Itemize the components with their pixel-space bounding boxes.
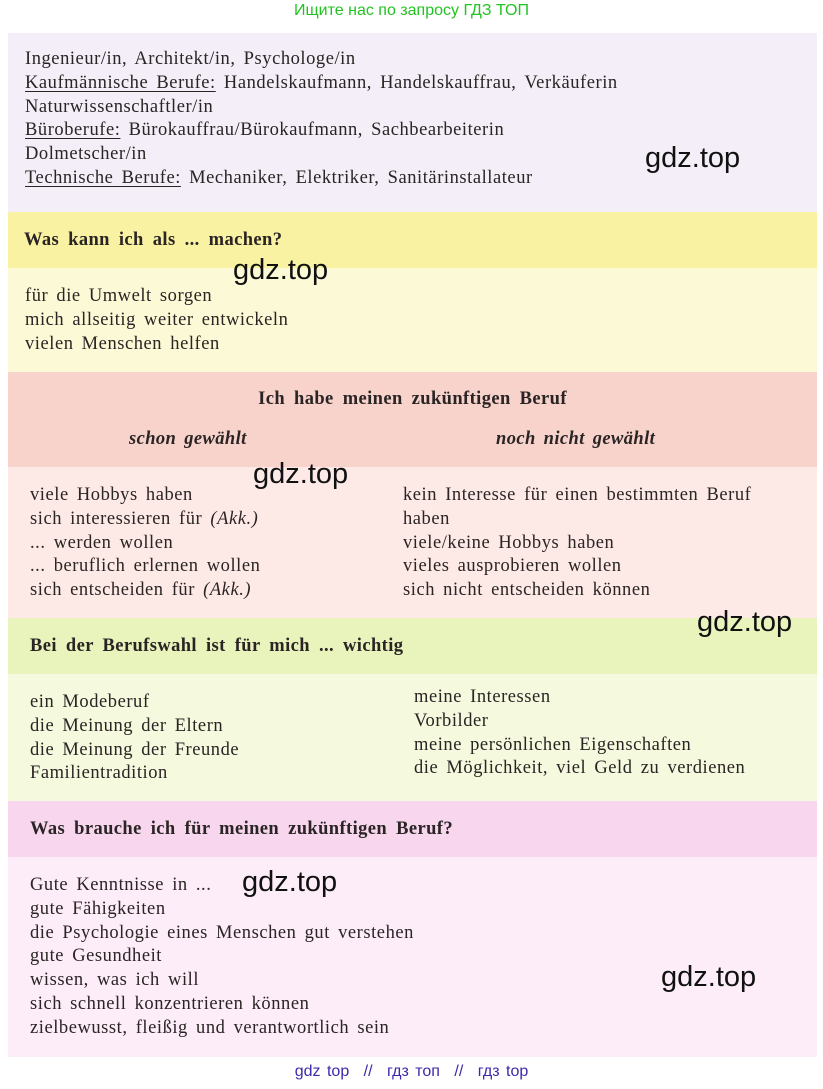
list-item: gute Fähigkeiten <box>30 898 166 919</box>
watermark: gdz.top <box>661 961 757 993</box>
separator: // <box>363 1063 373 1080</box>
profession-line: Büroberufe: Bürokauffrau/Bürokaufmann, Sachbearbeiterin <box>25 120 505 141</box>
case-note: (Akk.) <box>203 580 252 601</box>
list-item: vielen Menschen helfen <box>25 333 220 354</box>
list-item: sich schnell konzentrieren können <box>30 993 310 1014</box>
not-chosen-heading: noch nicht gewählt <box>496 429 656 449</box>
list-item: Familientradition <box>30 763 168 784</box>
not-chosen-list <box>403 484 751 603</box>
watermark: gdz.top <box>645 142 741 174</box>
bottom-link-gdz-top-ru[interactable]: гдз топ <box>387 1063 440 1080</box>
chosen-list <box>30 484 260 603</box>
list-item: meine persönlichen Eigenschaften <box>414 734 692 755</box>
list-item: die Psychologie eines Menschen gut verstehen <box>30 922 414 943</box>
chosen-heading: schon gewählt <box>129 429 247 449</box>
list-item: für die Umwelt sorgen <box>25 286 213 306</box>
list-item: die Meinung der Eltern <box>30 715 224 736</box>
future-job-lists <box>8 467 817 618</box>
list-item: zielbewusst, fleißig und verantwortlich sein <box>30 1017 390 1038</box>
profession-line: Ingenieur/in, Architekt/in, Psychologe/in <box>25 49 356 69</box>
profession-line: Kaufmännische Berufe: Handelskaufmann, Handelskauffrau, Verkäuferin <box>25 72 618 93</box>
list-item: Vorbilder <box>414 710 489 731</box>
case-note: (Akk.) <box>210 508 259 529</box>
watermark: gdz.top <box>697 606 793 638</box>
category-label: Technische Berufe: <box>25 167 181 188</box>
list-item: ... werden wollen <box>30 532 174 553</box>
profession-line: Technische Berufe: Mechaniker, Elektriker, Sanitärinstallateur <box>25 167 533 188</box>
list-item: gute Gesundheit <box>30 946 162 967</box>
list-item: kein Interesse für einen bestimmten Beruf <box>403 485 752 505</box>
list-item: haben <box>403 508 450 529</box>
important-heading: Bei der Berufswahl ist für mich ... wichtig <box>8 618 817 674</box>
important-left-list <box>30 691 239 786</box>
list-item: ... beruflich erlernen wollen <box>30 556 261 577</box>
list-item: viele Hobbys haben <box>30 485 193 505</box>
can-do-heading: Was kann ich als ... machen? <box>8 212 817 268</box>
list-item: sich nicht entscheiden können <box>403 580 651 601</box>
separator: // <box>454 1063 464 1080</box>
watermark: gdz.top <box>233 254 329 286</box>
category-label: Kaufmännische Berufe: <box>25 72 216 93</box>
bottom-link-gdz-top[interactable]: gdz top <box>294 1063 350 1080</box>
future-job-heading: Ich habe meinen zukünftigen Beruf <box>258 389 567 409</box>
future-job-header <box>8 372 817 467</box>
top-search-banner[interactable]: Ищите нас по запросу ГДЗ ТОП <box>294 2 529 19</box>
list-item: sich entscheiden für (Akk.) <box>30 580 252 601</box>
list-item: die Möglichkeit, viel Geld zu verdienen <box>414 758 746 779</box>
list-item: sich interessieren für (Akk.) <box>30 508 259 529</box>
watermark: gdz.top <box>253 458 349 490</box>
list-item: meine Interessen <box>414 687 551 707</box>
list-item: viele/keine Hobbys haben <box>403 532 615 553</box>
category-label: Büroberufe: <box>25 120 121 141</box>
list-item: ein Modeberuf <box>30 692 150 712</box>
list-item: wissen, was ich will <box>30 970 200 991</box>
important-right-list <box>414 686 745 781</box>
bottom-links <box>0 1063 823 1081</box>
important-lists <box>8 674 817 801</box>
list-item: mich allseitig weiter entwickeln <box>25 309 289 330</box>
bottom-link-gdz-top-mixed[interactable]: гдз top <box>477 1063 529 1080</box>
profession-line: Naturwissenschaftler/in <box>25 96 214 117</box>
list-item: vieles ausprobieren wollen <box>403 556 622 577</box>
watermark: gdz.top <box>242 866 338 898</box>
list-item: Gute Kenntnisse in ... <box>30 875 212 895</box>
profession-line: Dolmetscher/in <box>25 144 147 165</box>
need-list <box>8 857 817 1057</box>
can-do-list <box>8 268 817 372</box>
professions-block <box>8 33 817 212</box>
need-heading: Was brauche ich für meinen zukünftigen Beruf? <box>8 801 817 857</box>
list-item: die Meinung der Freunde <box>30 739 240 760</box>
